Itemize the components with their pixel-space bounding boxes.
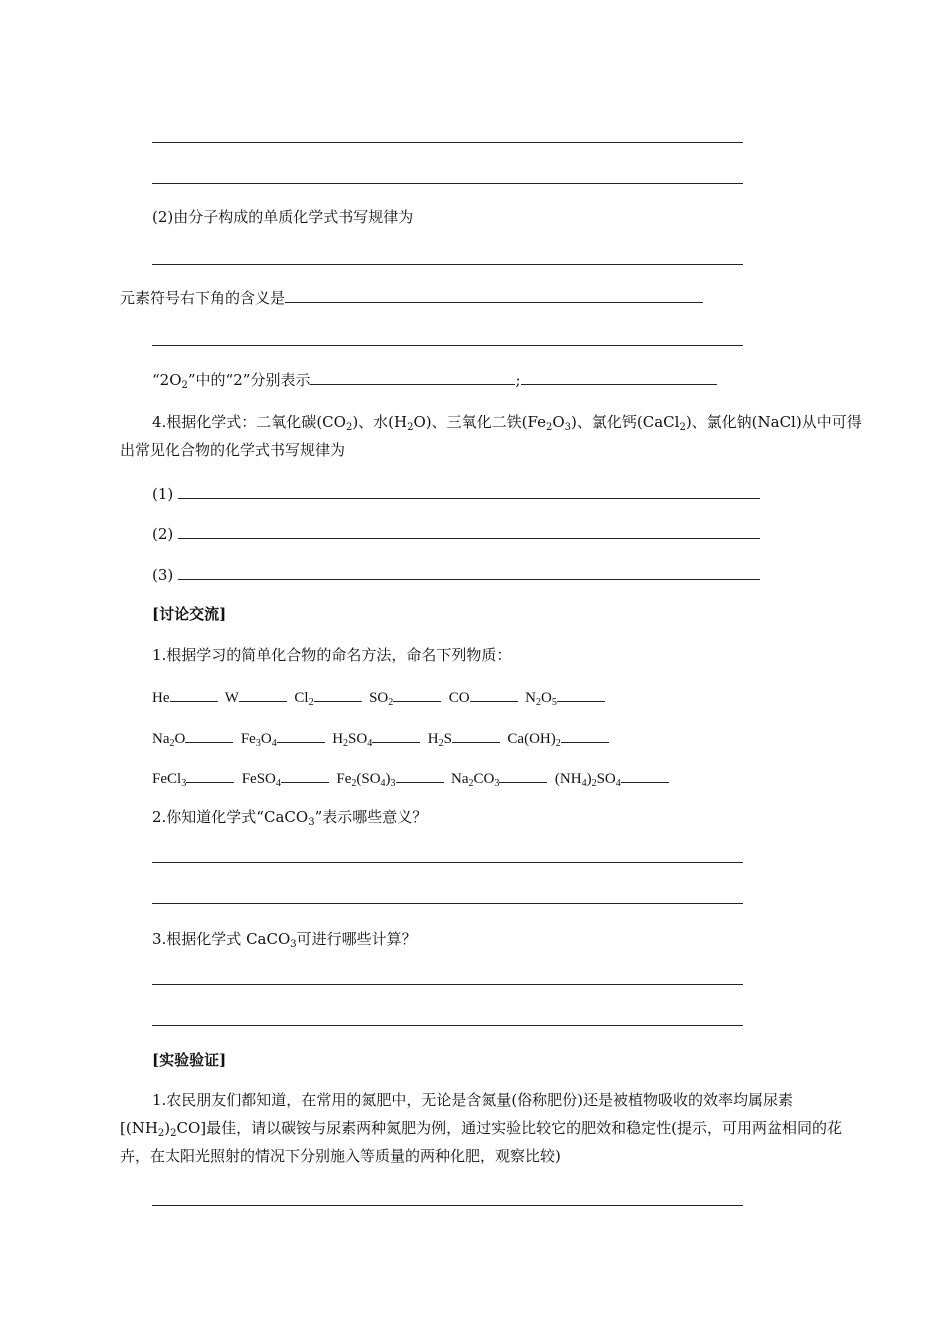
experiment-text: CO]最佳，请以碳铵与尿素两种氮肥为例，通过实验比较它的肥效和稳定性(提示，可用两盆相同的花卉，在太阳光照射的情况下分别施入等质量的两种化肥，观察比较) <box>120 1119 843 1165</box>
formula: SO <box>596 771 616 787</box>
subscript: 2 <box>438 738 444 749</box>
q3-text: 可进行哪些计算？ <box>296 930 417 948</box>
formula: CO <box>448 690 470 706</box>
subscript: 3 <box>308 817 315 828</box>
fill-blank <box>310 369 515 385</box>
two-o2-text: “2O <box>152 371 182 389</box>
subscript: 4 <box>275 778 281 789</box>
subscript: 4 <box>271 738 277 749</box>
formula: Fe <box>240 731 256 747</box>
q3-text: 3.根据化学式 CaCO <box>152 930 291 948</box>
subscript: 3 <box>564 422 572 433</box>
subscript: 2 <box>343 738 349 749</box>
answer-line <box>152 862 743 863</box>
q4-item-1 <box>152 483 760 504</box>
discussion-q1: 1.根据学习的简单化合物的命名方法，命名下列物质： <box>152 646 512 664</box>
formula: Na <box>152 731 170 747</box>
formula: CO <box>473 771 495 787</box>
subscript: 2 <box>679 422 686 433</box>
subscript: 3 <box>181 778 187 789</box>
subscript: 3 <box>390 778 396 789</box>
subscript: 2 <box>545 422 553 433</box>
formula-row-3 <box>152 767 669 789</box>
subscript: 2 <box>555 738 561 749</box>
q2-text: ”表示哪些意义？ <box>314 808 428 826</box>
answer-line <box>152 1205 743 1206</box>
answer-line <box>152 142 743 143</box>
formula: (NH <box>554 771 582 787</box>
q4-text: )、氯化钠(NaCl)从中可得出常见化合物的化学式书写规律为 <box>120 413 862 459</box>
fill-blank <box>372 727 420 743</box>
subscript: 4 <box>380 778 386 789</box>
formula: N <box>525 690 536 706</box>
subscript: 2 <box>351 778 357 789</box>
subscript: 3 <box>290 939 297 950</box>
formula: Ca(OH) <box>507 731 556 747</box>
subscript-meaning-label: 元素符号右下角的含义是 <box>120 289 286 307</box>
fill-blank <box>561 727 609 743</box>
fill-blank <box>396 767 444 783</box>
fill-blank <box>186 767 234 783</box>
q4-text: O <box>552 413 565 431</box>
answer-line <box>152 984 743 985</box>
experiment-q1 <box>120 1086 865 1170</box>
subscript: 5 <box>551 697 557 708</box>
fill-blank <box>557 686 605 702</box>
formula: SO <box>348 731 368 747</box>
fill-blank <box>521 369 717 385</box>
formula: SO <box>369 690 389 706</box>
fill-blank <box>452 727 500 743</box>
subscript: 2 <box>169 738 175 749</box>
answer-line <box>152 264 743 265</box>
subscript: 4 <box>615 778 621 789</box>
question-2-heading: (2)由分子构成的单质化学式书写规律为 <box>152 208 414 226</box>
subscript: 3 <box>494 778 500 789</box>
fill-blank <box>239 686 287 702</box>
answer-line <box>152 345 743 346</box>
discussion-heading: [讨论交流] <box>152 605 227 623</box>
experiment-text: 1.农民朋友们都知道，在常用的氮肥中，无论是含氮量(俗称肥份)还是被植物吸收的效率均属尿素[(NH <box>120 1091 794 1137</box>
fill-blank <box>393 686 441 702</box>
formula: O <box>174 731 186 747</box>
fill-blank <box>277 727 325 743</box>
fill-blank <box>178 523 760 539</box>
formula: ) <box>385 771 391 787</box>
answer-line <box>152 903 743 904</box>
semicolon: ; <box>515 371 521 389</box>
fill-blank <box>185 727 233 743</box>
formula: Fe <box>336 771 352 787</box>
fill-blank <box>314 686 362 702</box>
subscript: 2 <box>157 1128 165 1139</box>
subscript: 2 <box>468 778 474 789</box>
discussion-q2 <box>152 807 427 827</box>
formula: FeSO <box>241 771 276 787</box>
fill-blank <box>499 767 547 783</box>
item-number: (2) <box>152 525 174 543</box>
fill-blank <box>285 287 703 303</box>
two-o2-text: ”中的“2”分别表示 <box>187 371 311 389</box>
experiment-text: ) <box>164 1119 171 1137</box>
fill-blank <box>178 564 760 580</box>
fill-blank <box>621 767 669 783</box>
subscript: 2 <box>170 1128 177 1139</box>
fill-blank <box>281 767 329 783</box>
formula: H <box>332 731 344 747</box>
subscript: 2 <box>407 422 414 433</box>
q2-text: 2.你知道化学式“CaCO <box>152 808 309 826</box>
subscript: 2 <box>308 697 314 708</box>
fill-blank <box>470 686 518 702</box>
q4-item-3 <box>152 564 760 585</box>
subscript: 3 <box>255 738 261 749</box>
formula: Cl <box>294 690 309 706</box>
formula-row-2 <box>152 727 609 749</box>
formula: (SO <box>356 771 381 787</box>
formula: FeCl <box>152 771 182 787</box>
two-o2-prompt <box>152 369 717 390</box>
answer-line <box>152 183 743 184</box>
formula: O <box>260 731 272 747</box>
q4-text: O)、三氧化二铁(Fe <box>413 413 546 431</box>
formula: O <box>540 690 552 706</box>
subscript-meaning-prompt <box>120 287 703 308</box>
answer-line <box>152 1025 743 1026</box>
formula: Na <box>451 771 469 787</box>
question-4 <box>120 408 865 464</box>
subscript: 4 <box>367 738 373 749</box>
formula: H <box>427 731 439 747</box>
q4-text: 4.根据化学式：二氧化碳(CO <box>152 413 346 431</box>
formula: W <box>224 690 239 706</box>
formula: S <box>443 731 452 747</box>
subscript: 4 <box>581 778 587 789</box>
discussion-q3 <box>152 929 417 949</box>
formula-row-1 <box>152 686 605 708</box>
subscript: 2 <box>388 697 394 708</box>
q4-item-2 <box>152 523 760 544</box>
item-number: (3) <box>152 566 174 584</box>
q4-text: )、水(H <box>352 413 408 431</box>
subscript: 2 <box>535 697 541 708</box>
experiment-heading: [实验验证] <box>152 1051 227 1069</box>
subscript: 2 <box>591 778 597 789</box>
item-number: (1) <box>152 485 174 503</box>
formula: ) <box>586 771 592 787</box>
q4-text: )、氯化钙(CaCl <box>571 413 680 431</box>
formula: He <box>152 690 170 706</box>
subscript: 2 <box>181 380 188 391</box>
fill-blank <box>170 686 218 702</box>
fill-blank <box>178 483 760 499</box>
subscript: 2 <box>345 422 353 433</box>
